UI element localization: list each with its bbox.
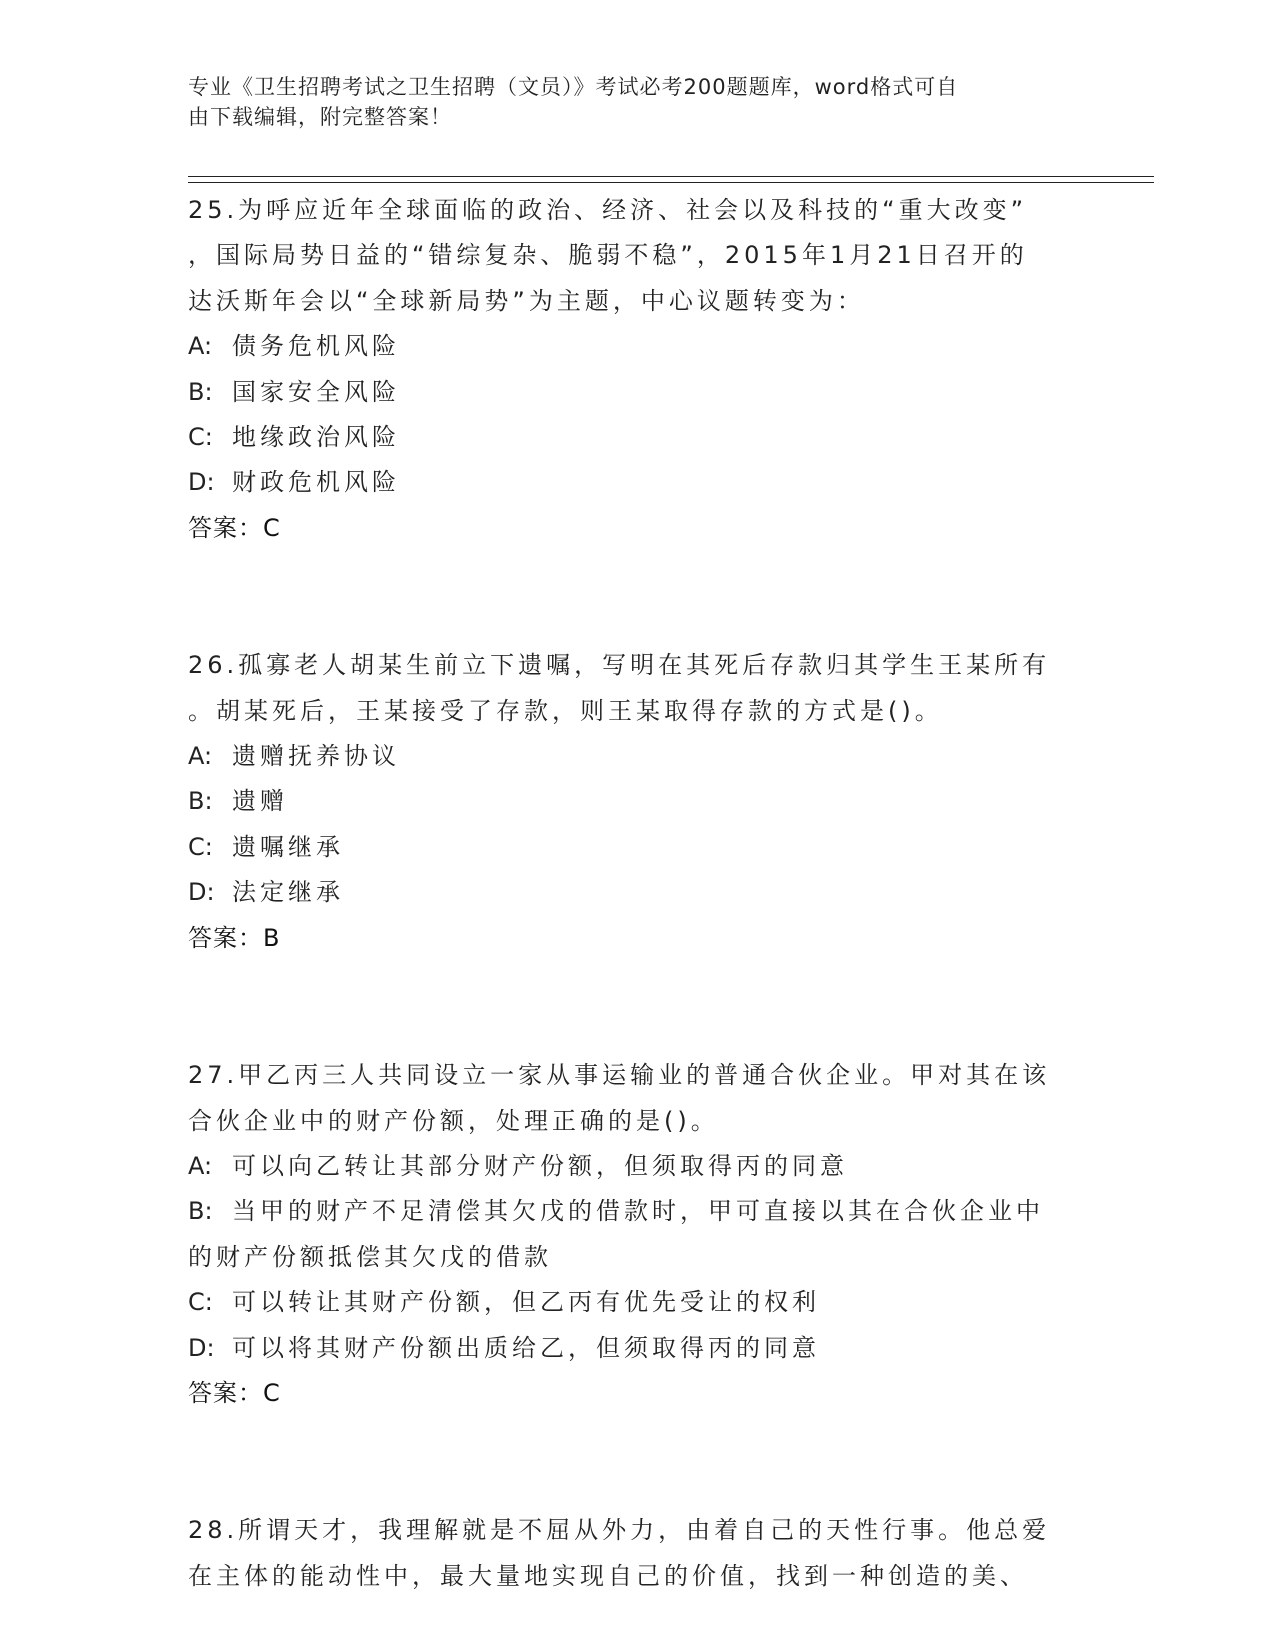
option-letter: B: [188, 377, 213, 406]
option-text: 可以转让其财产份额，但乙丙有优先受让的权利 [232, 1288, 820, 1317]
question-25 [188, 188, 1088, 551]
option-letter: A: [188, 332, 213, 361]
option-d [188, 870, 1088, 915]
option-letter: C: [188, 423, 213, 452]
option-text: 可以向乙转让其部分财产份额，但须取得丙的同意 [232, 1151, 848, 1180]
option-text: 遗嘱继承 [232, 832, 344, 861]
question-text-line: 25.为呼应近年全球面临的政治、经济、社会以及科技的“重大改变” [188, 196, 1028, 224]
question-spacer [188, 551, 1088, 643]
answer: 答案：B [188, 923, 281, 952]
question-text-line: 合伙企业中的财产份额，处理正确的是()。 [188, 1106, 719, 1135]
option-a [188, 324, 1088, 369]
answer: 答案：C [188, 513, 281, 542]
question-list [188, 188, 1088, 1599]
question-text-line: ，国际局势日益的“错综复杂、脆弱不稳”，2015年1月21日召开的 [188, 241, 1028, 270]
question-26 [188, 643, 1088, 961]
option-b [188, 779, 1088, 824]
question-text-line: 。胡某死后，王某接受了存款，则王某取得存款的方式是()。 [188, 696, 943, 725]
document-header [188, 72, 1068, 132]
header-divider-top [188, 176, 1154, 177]
option-text: 财政危机风险 [232, 468, 400, 497]
question-text-line: 达沃斯年会以“全球新局势”为主题，中心议题转变为： [188, 286, 865, 315]
option-text: 遗赠抚养协议 [232, 742, 400, 771]
option-text: 国家安全风险 [232, 377, 400, 406]
option-letter: D: [188, 468, 215, 497]
option-b [188, 1189, 1088, 1234]
option-letter: D: [188, 878, 215, 907]
header-line-1: 专业《卫生招聘考试之卫生招聘（文员）》考试必考200题题库，word格式可自 [188, 75, 959, 99]
question-text-line: 27.甲乙丙三人共同设立一家从事运输业的普通合伙企业。甲对其在该 [188, 1061, 1051, 1090]
option-a [188, 734, 1088, 779]
option-c [188, 825, 1088, 870]
option-text: 债务危机风险 [232, 332, 400, 361]
option-letter: C: [188, 1288, 213, 1317]
option-letter: B: [188, 787, 213, 816]
header-line-2: 由下载编辑，附完整答案！ [188, 105, 452, 129]
option-b-continuation: 的财产份额抵偿其欠戊的借款 [188, 1242, 552, 1271]
option-b [188, 370, 1088, 415]
option-a [188, 1144, 1088, 1189]
option-letter: C: [188, 832, 213, 861]
option-d [188, 460, 1088, 505]
option-letter: B: [188, 1197, 213, 1226]
question-text-line: 26.孤寡老人胡某生前立下遗嘱，写明在其死后存款归其学生王某所有 [188, 651, 1051, 680]
option-d [188, 1326, 1088, 1371]
question-28 [188, 1508, 1088, 1599]
option-text: 遗赠 [232, 787, 288, 816]
option-text: 法定继承 [232, 878, 344, 907]
question-spacer [188, 961, 1088, 1053]
option-letter: D: [188, 1333, 215, 1362]
option-text: 当甲的财产不足清偿其欠戊的借款时，甲可直接以其在合伙企业中 [232, 1197, 1044, 1226]
question-27 [188, 1053, 1088, 1416]
question-text-line: 28.所谓天才，我理解就是不屈从外力，由着自己的天性行事。他总爱 [188, 1516, 1051, 1545]
option-c [188, 1280, 1088, 1325]
option-c [188, 415, 1088, 460]
answer: 答案：C [188, 1378, 281, 1407]
header-divider-bottom [188, 182, 1154, 183]
option-letter: A: [188, 742, 213, 771]
option-text: 可以将其财产份额出质给乙，但须取得丙的同意 [232, 1333, 820, 1362]
question-spacer [188, 1416, 1088, 1508]
option-letter: A: [188, 1151, 213, 1180]
option-text: 地缘政治风险 [232, 423, 400, 452]
question-text-line: 在主体的能动性中，最大量地实现自己的价值，找到一种创造的美、 [188, 1561, 1028, 1590]
